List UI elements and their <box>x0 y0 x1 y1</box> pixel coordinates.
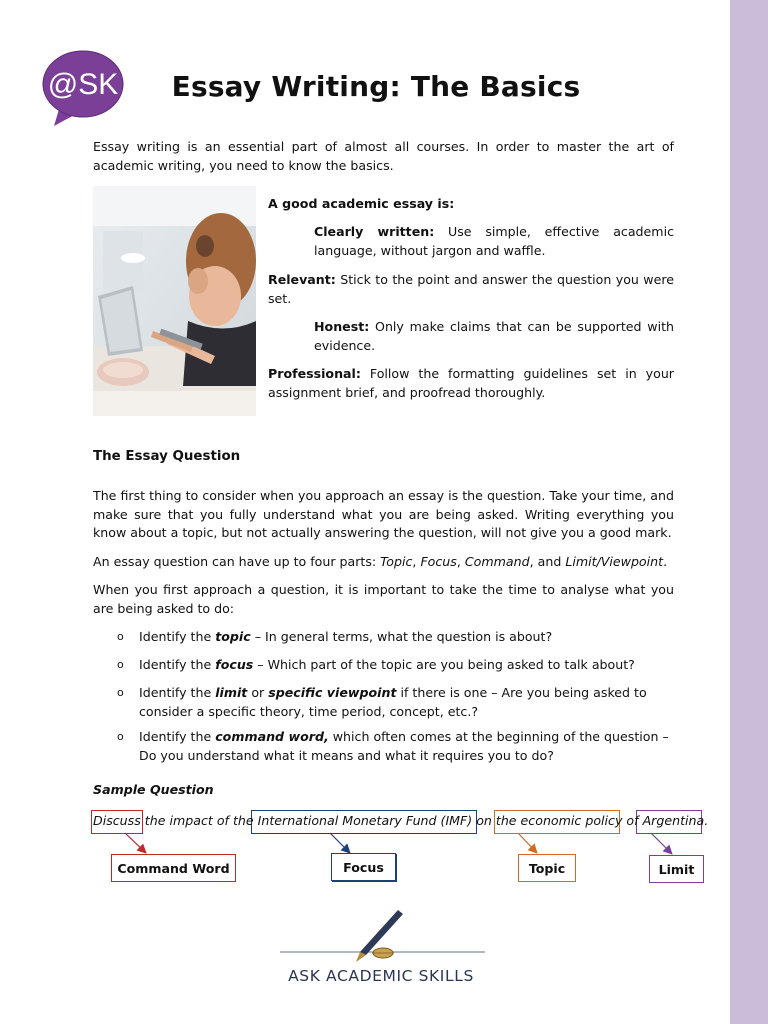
bullet-marker: o <box>117 686 124 699</box>
part-command: Command <box>464 554 530 569</box>
part-topic: Topic <box>380 554 413 569</box>
essay-question-paragraph-3: When you first approach a question, it is important to take the time to analyse what you are being asked to do: <box>93 582 674 616</box>
quality-honest <box>314 318 674 355</box>
essay-question-heading: The Essay Question <box>93 449 241 464</box>
footer-brand-text: ASK ACADEMIC SKILLS <box>288 967 474 985</box>
side-color-band <box>730 0 768 1024</box>
topic-label: Topic <box>518 854 576 882</box>
bullet-marker: o <box>117 658 124 671</box>
good-essay-heading: A good academic essay is: <box>268 196 455 211</box>
page-title: Essay Writing: The Basics <box>171 70 581 103</box>
logo-text: @SK <box>47 68 119 101</box>
sample-limit: Argentina <box>642 813 705 828</box>
intro-paragraph: Essay writing is an essential part of almost all courses. In order to master the art of academic writing, you need to know the basics. <box>93 139 674 173</box>
focus-arrow <box>330 833 349 852</box>
focus-label: Focus <box>331 853 396 881</box>
quality-clearly-written <box>314 223 674 260</box>
bullet-marker: o <box>117 630 124 643</box>
quality-label: Clearly written: <box>314 224 435 239</box>
part-limit: Limit/Viewpoint <box>565 554 664 569</box>
command-arrow <box>125 833 145 852</box>
quality-text: Stick to the point and answer the question you were set. <box>268 272 674 306</box>
sample-focus: International Monetary Fund (IMF) <box>257 813 473 828</box>
quality-text: Use simple, effective academic language, without jargon and waffle. <box>314 224 674 258</box>
topic-arrow <box>518 833 536 852</box>
quality-label: Honest: <box>314 319 370 334</box>
part-focus: Focus <box>420 554 457 569</box>
limit-label: Limit <box>649 855 704 883</box>
quality-relevant <box>268 271 674 308</box>
pen-icon <box>280 908 485 968</box>
quality-text: Only make claims that can be supported with evidence. <box>314 319 674 353</box>
sample-question-sentence: Discuss the impact of the International Monetary Fund (IMF) on the economic policy of Argentina. <box>93 813 709 828</box>
quality-text: Follow the formatting guidelines set in your assignment brief, and proofread thoroughly. <box>268 366 674 400</box>
sample-question-heading: Sample Question <box>93 782 214 797</box>
essay-question-paragraph-2: An essay question can have up to four parts: Topic, Focus, Command, and Limit/Viewpoint. <box>93 554 668 569</box>
command-word-label: Command Word <box>111 854 236 882</box>
limit-arrow <box>651 833 671 853</box>
sample-command: Discuss <box>93 813 141 828</box>
students-studying-photo <box>93 186 256 416</box>
quality-label: Professional: <box>268 366 361 381</box>
quality-label: Relevant: <box>268 272 336 287</box>
sample-topic: the economic policy <box>495 813 623 828</box>
essay-question-paragraph-1: The first thing to consider when you approach an essay is the question. Take your time, and make sure that you fully understand what you are being asked. Writing everything you know about a topic, but not actually answering the question, will not give you a good mark. <box>93 488 674 540</box>
bullet-marker: o <box>117 730 124 743</box>
quality-professional <box>268 365 674 402</box>
